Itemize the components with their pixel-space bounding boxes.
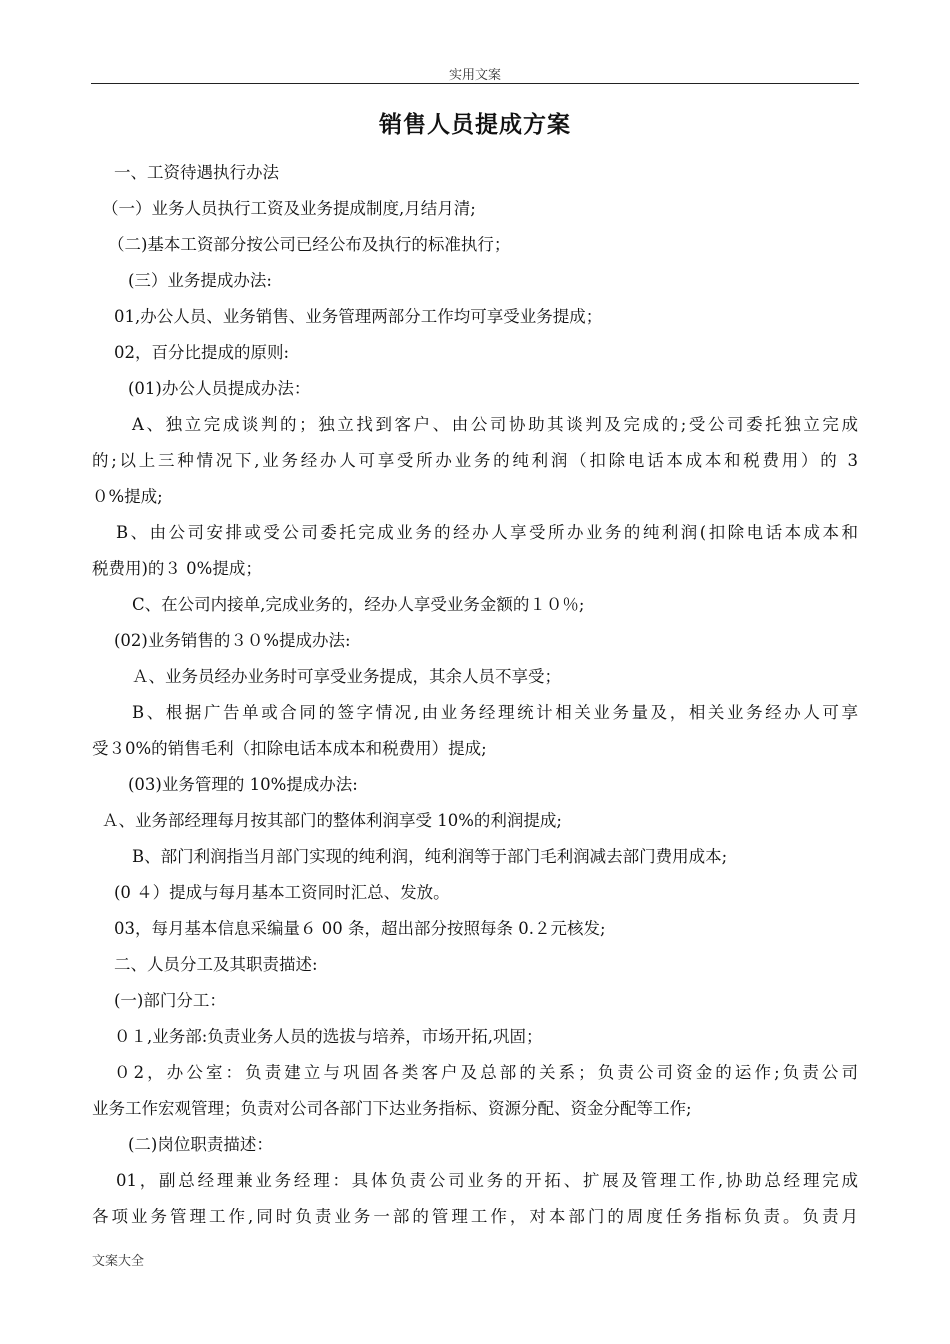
paragraph-line: 03，每月基本信息采编量６ 00 条，超出部分按照每条 0.２元核发; (114, 919, 606, 938)
section-heading: 一、工资待遇执行办法 (114, 163, 279, 182)
paragraph-line: 税费用)的３ 0%提成； (92, 559, 262, 578)
paragraph-line: 业务工作宏观管理；负责对公司各部门下达业务指标、资源分配、资金分配等工作; (92, 1099, 692, 1118)
paragraph-line: (一)部门分工： (114, 991, 226, 1010)
paragraph-line: 的;以上三种情况下,业务经办人可享受所办业务的纯利润（扣除电话本成本和税费用）的 3 (92, 451, 858, 470)
paragraph-line: ０2，办公室：负责建立与巩固各类客户及总部的关系；负责公司资金的运作;负责公司 (114, 1063, 858, 1082)
paragraph-line: 01,办公人员、业务销售、业务管理两部分工作均可享受业务提成； (114, 307, 603, 326)
paragraph-line: B、部门利润指当月部门实现的纯利润，纯利润等于部门毛利润减去部门费用成本; (132, 847, 728, 866)
paragraph-line: 各项业务管理工作,同时负责业务一部的管理工作，对本部门的周度任务指标负责。负责月 (92, 1207, 858, 1226)
section-heading: 二、人员分工及其职责描述: (114, 955, 318, 974)
paragraph-line: (0 ４）提成与每月基本工资同时汇总、发放。 (114, 883, 450, 902)
paragraph-line: Ａ、业务员经办业务时可享受业务提成，其余人员不享受； (132, 667, 561, 686)
paragraph-line: B、由公司安排或受公司委托完成业务的经办人享受所办业务的纯利润(扣除电话本成本和 (116, 523, 858, 542)
paragraph-line: B、根据广告单或合同的签字情况,由业务经理统计相关业务量及，相关业务经办人可享 (132, 703, 858, 722)
page-footer: 文案大全 (92, 1254, 145, 1269)
paragraph-line: （一）业务人员执行工资及业务提成制度,月结月清; (102, 199, 476, 218)
paragraph-line: C、在公司内接单,完成业务的，经办人享受业务金额的１０％; (132, 595, 585, 614)
paragraph-line: ０１,业务部:负责业务人员的选拔与培养，市场开拓,巩固； (114, 1027, 543, 1046)
paragraph-line: （二)基本工资部分按公司已经公布及执行的标准执行； (108, 235, 511, 254)
document-body (92, 155, 858, 1235)
paragraph-line: (03)业务管理的 10%提成办法: (128, 775, 358, 794)
paragraph-line: Ａ、业务部经理每月按其部门的整体利润享受 10%的利润提成; (102, 811, 562, 830)
paragraph-line: ０%提成; (92, 487, 163, 506)
paragraph-line: (02)业务销售的３０%提成办法: (114, 631, 351, 650)
page-header: 实用文案 (448, 68, 501, 83)
paragraph-line: (三）业务提成办法: (128, 271, 272, 290)
paragraph-line: 02，百分比提成的原则: (114, 343, 290, 362)
paragraph-line: A、独立完成谈判的；独立找到客户、由公司协助其谈判及完成的;受公司委托独立完成 (132, 415, 858, 434)
paragraph-line: (二)岗位职责描述： (128, 1135, 273, 1154)
paragraph-line: 受３0%的销售毛利（扣除电话本成本和税费用）提成; (92, 739, 487, 758)
header-divider (91, 83, 859, 84)
paragraph-line: 01，副总经理兼业务经理：具体负责公司业务的开拓、扩展及管理工作,协助总经理完成 (116, 1171, 858, 1190)
paragraph-line: (01)办公人员提成办法： (128, 379, 311, 398)
document-title: 销售人员提成方案 (379, 112, 571, 138)
